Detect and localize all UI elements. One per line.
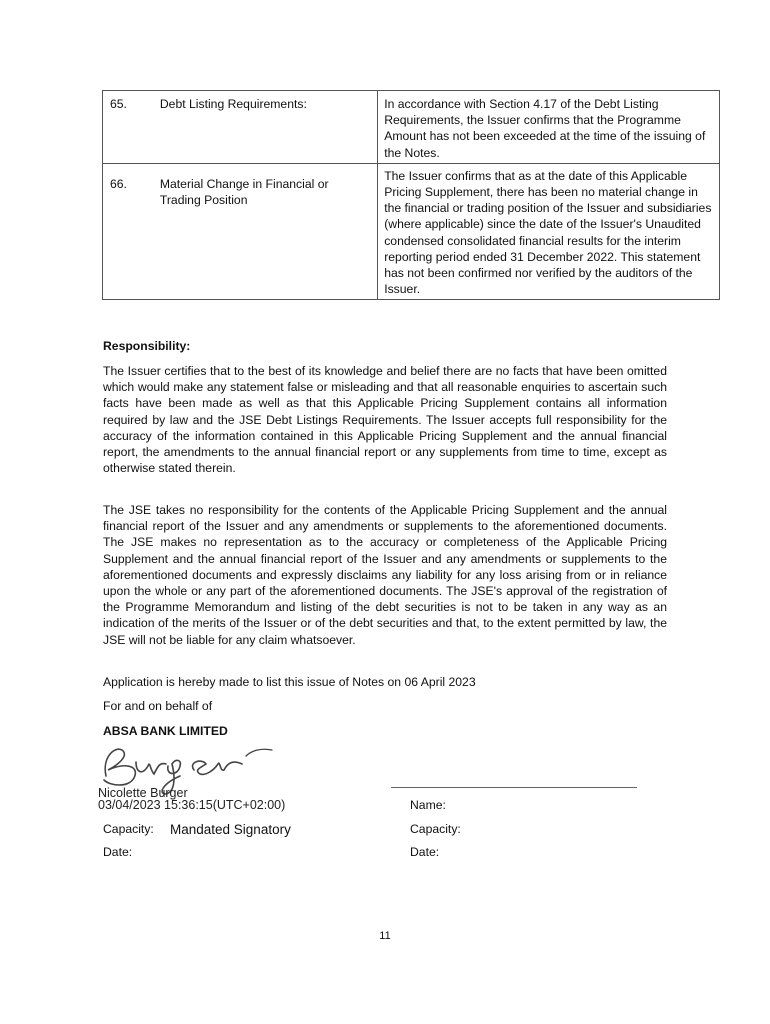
left-date-label: Date: [103,845,133,859]
terms-table [102,90,720,300]
digital-signature-timestamp: 03/04/2023 15:36:15(UTC+02:00) [98,798,286,812]
signature-line [391,787,637,788]
jse-disclaimer-paragraph: The JSE takes no responsibility for the contents of the Applicable Pricing Supplement and the annual financial report of the Issuer and any amendments or supplements to the aforementioned documents. The JSE makes no representation as to the accuracy or completeness of the Applicable Pricing Supplement and the annual financial report of the Issuer and any amendments or supplements to the aforementioned documents and expressly disclaims any liability for any loss arising from or in reliance upon the whole or any part of the aforementioned documents. The JSE's approval of the registration of the Programme Memorandum and listing of the debt securities is not to be taken in any way as an indication of the merits of the Issuer or of the debt securities and that, to the extent permitted by law, the JSE will not be liable for any claim whatsoever. [103,503,667,647]
row-label: Material Change in Financial or Trading Position [160,163,378,300]
row-number: 65. [103,91,160,164]
on-behalf-statement: For and on behalf of [103,699,213,713]
page-number: 11 [379,930,391,942]
row-label: Debt Listing Requirements: [160,91,378,164]
right-capacity-label: Capacity: [410,822,461,836]
left-capacity-label: Capacity: [103,822,154,836]
right-name-label: Name: [410,798,446,812]
right-date-label: Date: [410,845,440,859]
row-value: In accordance with Section 4.17 of the Debt Listing Requirements, the Issuer confirms that the Programme Amount has not been exceeded at the time of the issuing of the Notes. [378,91,720,164]
responsibility-paragraph: The Issuer certifies that to the best of its knowledge and belief there are no facts that have been omitted which would make any statement false or misleading and that all reasonable enquiries to ascertain such facts have been made as well as that this Applicable Pricing Supplement contains all information required by law and the JSE Debt Listings Requirements. The Issuer accepts full responsibility for the accuracy of the information contained in this Applicable Pricing Supplement and the annual financial report, the amendments to the annual financial report or any supplements from time to time, except as otherwise stated therein. [103,364,667,476]
responsibility-heading: Responsibility: [103,339,191,353]
digital-signer-name: Nicolette Burger [98,786,188,800]
table-row [103,91,720,164]
row-value: The Issuer confirms that as at the date of this Applicable Pricing Supplement, there has been no material change in the financial or trading position of the Issuer and subsidiaries (where applicable) since the date of the Issuer's Unaudited condensed consolidated financial results for the interim reporting period ended 31 December 2022. This statement has not been confirmed nor verified by the auditors of the Issuer. [378,163,720,300]
left-capacity-value: Mandated Signatory [170,822,291,837]
row-number: 66. [103,163,160,300]
application-statement: Application is hereby made to list this issue of Notes on 06 April 2023 [103,675,476,689]
table-row [103,163,720,300]
bank-name: ABSA BANK LIMITED [103,724,228,738]
